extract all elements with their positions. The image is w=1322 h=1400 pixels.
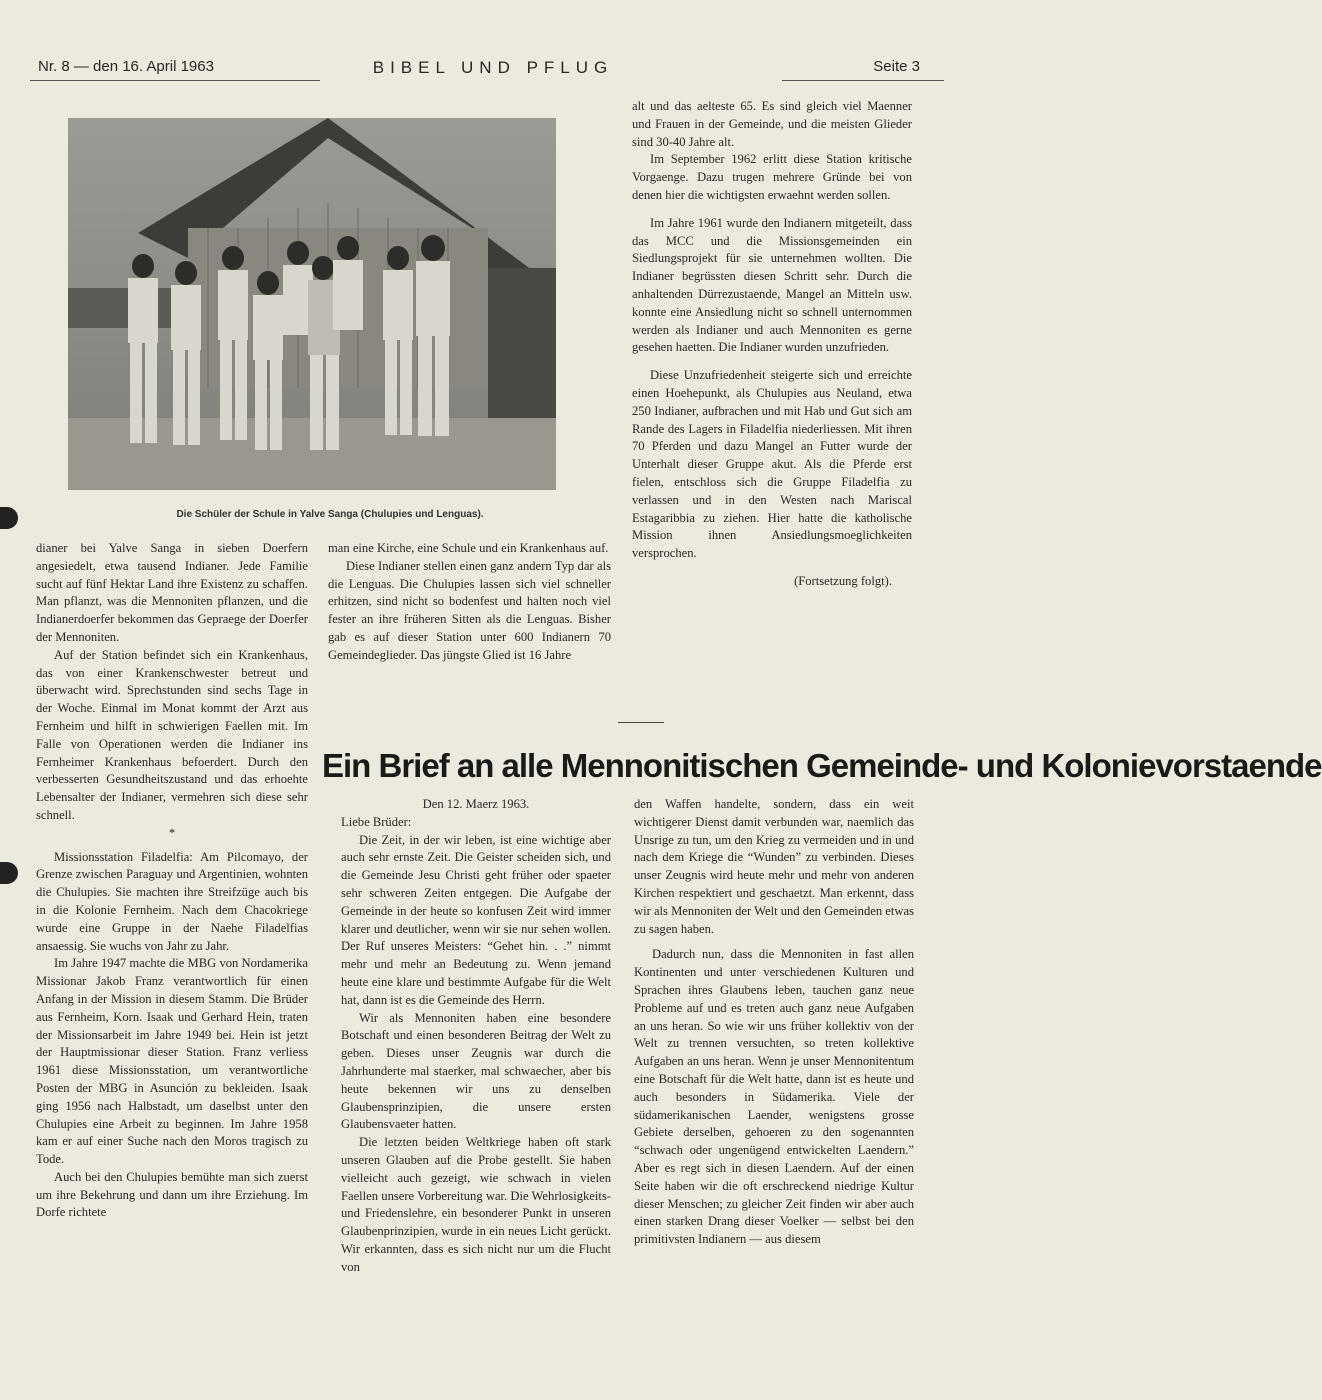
section-star: * <box>168 825 176 840</box>
column-c <box>632 98 912 591</box>
paragraph: Diese Indianer stellen einen ganz andern Typ dar als die Lenguas. Die Chulupies lassen sich viel schneller erhitzen, sind nicht so bodenfest und halten noch viel fester an ihre früheren Sitten als die Lenguas. Bisher gab es auf dieser Station unter 600 Indianern 70 Gemeindeglieder. Das jüngste Glied ist 16 Jahre <box>328 558 611 662</box>
paragraph: den Waffen handelte, sondern, dass ein weit wichtigerer Dienst damit verbunden war, naemlich das Unsrige zu tun, um den Krieg zu vermeiden und in und nach dem Kriege die “Wunden” zu verbinden. Dieses unser Zeugnis wird heute mehr und mehr von anderen Kirchen respektiert und geschaetzt. Man erkennt, dass wir als Mennoniten der Welt und den Gemeinden etwas zu sagen haben. <box>634 797 914 936</box>
paragraph: Auch bei den Chulupies bemühte man sich zuerst um ihre Bekehrung und dann um ihre Erziehung. Im Dorfe richtete <box>36 1169 308 1220</box>
paragraph: Die Zeit, in der wir leben, ist eine wichtige aber auch sehr ernste Zeit. Die Geister scheiden sich, und die Gemeinde Jesu Christi geht früher oder spaeter sehr schweren Zeiten entgegen. Die Aufgabe der Gemeinde in der heute so konfusen Zeit wird immer klarer und deutlicher, wenn wir sie nur sehen wollen. Der Ruf unseres Meisters: “Gehet hin. . .” nimmt mehr und mehr an Bedeutung zu. Wenn jemand heute eine klare und bestimmte Aufgabe für die Welt hat, dann ist es die Gemeinde des Herrn. <box>341 832 611 1007</box>
paragraph: dianer bei Yalve Sanga in sieben Doerfern angesiedelt, etwa tausend Indianer. Jede Familie sucht auf fünf Hektar Land ihre Existenz zu schaffen. Man pflanzt, was die Mennoniten pflanzen, und die Indianerdoerfer bekommen das Gepraege der Doerfer der Mennoniten. <box>36 541 308 644</box>
paragraph: Dadurch nun, dass die Mennoniten in fast allen Kontinenten und unter verschiedenen Kulturen und Sprachen ihres Glaubens leben, tauchen ganz neue Probleme auf und es treten auch ganz neue Aufgaben an uns heran. So wie wir uns früher kollektiv von der Welt zu trennen versuchten, so treten kollektive Aufgaben an uns heran. Wenn je unser Mennonitentum eine Botschaft für die Welt hatte, dann ist es heute und auch besonders in Südamerika. Viele der südamerikanischen Laender, wenigstens grosse Gebiete derselben, gehoeren zu den sogenannten “schwach oder ungenügend entwickelten Laendern.” Aber es regt sich in diesen Laendern. Auf der einen Seite haben wir die oft erschreckend niedrige Kultur dieser Menschen; zu gleicher Zeit finden wir aber auch einen starken Drang dieser Voelker — selbst bei den primitivsten Indianern — aus diesem <box>634 947 914 1247</box>
photo-caption: Die Schüler der Schule in Yalve Sanga (Chulupies und Lenguas). <box>176 509 484 520</box>
binding-hole <box>0 507 18 529</box>
binding-hole <box>0 862 18 884</box>
column-a <box>36 540 308 1222</box>
continuation-note: (Fortsetzung folgt). <box>794 573 892 588</box>
paragraph: Im Jahre 1961 wurde den Indianern mitgeteilt, dass das MCC und die Missionsgemeinden ein Siedlungsprojekt für sie unternehmen wollten. Die Indianer begrüssten diesen Schritt sehr. Durch die anhaltenden Dürrezustaende, Mangel an Mitteln usw. konnte eine Ansiedlung nicht so schnell unternommen werden als Indianer und auch Mennoniten es gerne gesehen haetten. Die Indianer wurden unzufrieden. <box>632 215 912 355</box>
masthead: BIBEL UND PFLUG <box>372 58 614 77</box>
school-photo <box>68 118 556 490</box>
paragraph: Missionsstation Filadelfia: Am Pilcomayo, der Grenze zwischen Paraguay und Argentinien, wohnten die Chulupies. Sie machten ihre Streifzüge auch bis in die Kolonie Fernheim. Nach dem Chacokriege wurde eine Gruppe in der Naehe Filadelfias ansaessig. Sie wuchs von Jahr zu Jahr. <box>36 849 308 953</box>
column-d <box>341 796 611 1277</box>
column-b <box>328 540 611 665</box>
page-number: Seite 3 <box>873 58 920 75</box>
header-rule-left <box>30 80 320 81</box>
issue-date: Nr. 8 — den 16. April 1963 <box>38 58 214 75</box>
paragraph: Wir als Mennoniten haben eine besondere Botschaft und einen besonderen Beitrag der Welt zu geben. Dieses unser Zeugnis war durch die Jahrhunderte mal staerker, mal schwaecher, aber bis heute bekennen wir uns zu denselben Glaubensprinzipien, die unsere ersten Glaubensvaeter hatten. <box>341 1010 611 1132</box>
header-rule-right <box>782 80 944 81</box>
paragraph: Die letzten beiden Weltkriege haben oft stark unseren Glauben auf die Probe gestellt. Sie haben vielleicht auch gezeigt, wie schwach in vielen Faellen unsere Vorbereitung war. Die Wehrlosigkeits- und Friedenslehre, ein besonderer Punkt in unseren Glaubenprinzipien, wurde in ein neues Licht gerückt. Wir erkannten, dass es sich nicht nur um die Flucht von <box>341 1135 611 1274</box>
paragraph: Im September 1962 erlitt diese Station kritische Vorgaenge. Dazu trugen mehrere Gründe bei von denen hier die wichtigsten erwaehnt werden sollen. <box>632 152 912 202</box>
page-header <box>30 58 920 84</box>
paragraph: Im Jahre 1947 machte die MBG von Nordamerika Missionar Jakob Franz verantwortlich für einen Anfang in der Mission in diesem Stamm. Die Brüder aus Fernheim, Korn. Isaak und Gerhard Hein, traten der Missionsarbeit im Jahre 1949 bei. Hein ist jetzt der Hauptmissionar dieser Station. Franz verliess 1961 diese Missionsstation, um verantwortliche Posten der MBG in Asunción zu bekleiden. Isaak ging 1956 nach Halbstadt, um daselbst unter den Chulupies eine Arbeit zu beginnen. Im Jahre 1958 kam er auf einer Suche nach den Moros tragisch zu Tode. <box>36 956 308 1167</box>
photo-illustration <box>68 118 556 490</box>
paragraph: Diese Unzufriedenheit steigerte sich und erreichte einen Hoehepunkt, als Chulupies aus Neuland, etwa 250 Indianer, aufbrachen und mit Hab und Gut sich am Rande des Lagers in Filadelfia niederliessen. Mit ihren 70 Pferden und dazu Mangel an Futter wurde der Unterhalt dieser Gruppe akut. Als die Pferde erst fielen, entschloss sich die Gruppe Filadelfia zu verlassen und in den Westen nach Mariscal Estagaribbia zu ziehen. Hier hatte die katholische Mission ihnen Ansiedlungsmoeglichkeiten versprochen. <box>632 368 912 561</box>
paragraph: Auf der Station befindet sich ein Krankenhaus, das von einer Krankenschwester betreut und überwacht wird. Sprechstunden sind sechs Tage in der Woche. Einmal im Monat kommt der Arzt aus Fernheim und hilft in schwierigen Faellen mit. Im Falle von Operationen werden die Indianer ins Fernheimer Krankenhaus befoerdert. Durch den verbesserten Gesundheitszustand und das erhoehte Lebensalter der Indianer, vermehren sich diese sehr schnell. <box>36 647 308 822</box>
article-divider <box>618 722 664 723</box>
letter-salutation: Liebe Brüder: <box>341 814 412 829</box>
article-headline: Ein Brief an alle Mennonitischen Gemeinde- und Kolonievorstaende <box>322 747 1322 784</box>
paragraph: alt und das aelteste 65. Es sind gleich viel Maenner und Frauen in der Gemeinde, und die meisten Glieder sind 30-40 Jahre alt. <box>632 99 912 149</box>
letter-date: Den 12. Maerz 1963. <box>422 797 530 811</box>
paragraph: man eine Kirche, eine Schule und ein Krankenhaus auf. <box>328 541 609 555</box>
column-e <box>634 796 914 1249</box>
